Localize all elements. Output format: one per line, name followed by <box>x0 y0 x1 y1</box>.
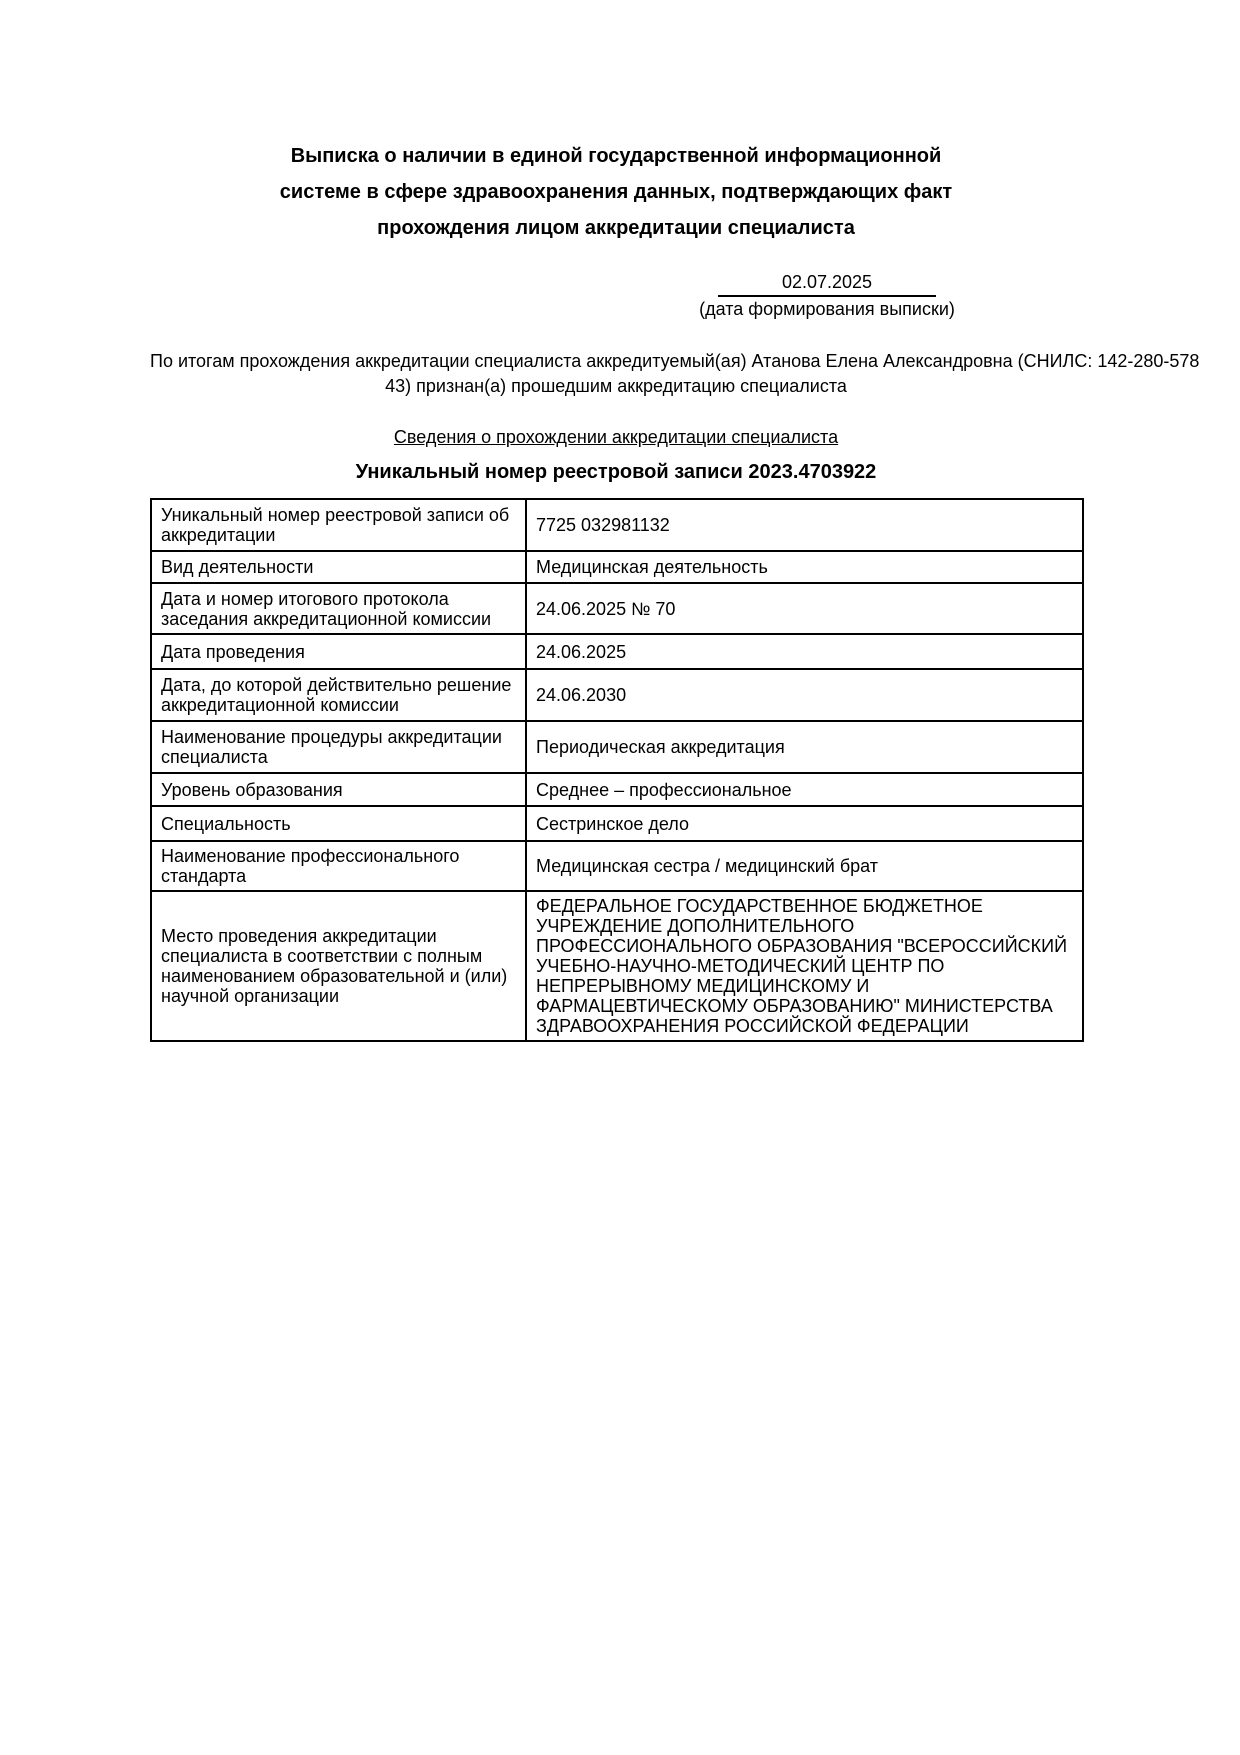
table-row-date-held <box>151 634 1083 669</box>
row-value: Медицинская деятельность <box>526 551 1083 583</box>
intro-paragraph <box>150 349 1200 399</box>
table-row-professional-standard <box>151 841 1083 891</box>
row-value: 24.06.2030 <box>526 669 1083 721</box>
table-row-specialty <box>151 806 1083 841</box>
table-row-venue-organization <box>151 891 1083 1041</box>
row-value: 24.06.2025 <box>526 634 1083 669</box>
row-value: Сестринское дело <box>526 806 1083 841</box>
table-row-valid-until <box>151 669 1083 721</box>
row-label: Дата проведения <box>151 634 526 669</box>
row-value: 24.06.2025 № 70 <box>526 583 1083 634</box>
document-title-line-1: Выписка о наличии в единой государственной информационной <box>290 145 942 167</box>
row-value: Медицинская сестра / медицинский брат <box>526 841 1083 891</box>
table-row-activity-type <box>151 551 1083 583</box>
section-title: Сведения о прохождении аккредитации специалиста <box>393 427 839 447</box>
accreditation-table <box>150 498 1084 1042</box>
table-row-registry-number <box>151 499 1083 551</box>
row-value: 7725 032981132 <box>526 499 1083 551</box>
row-label: Уникальный номер реестровой записи об аккредитации <box>151 499 526 551</box>
extract-date: 02.07.2025 <box>718 272 936 297</box>
intro-line-2: 43) признан(а) прошедшим аккредитацию специалиста <box>385 376 847 396</box>
record-title: Уникальный номер реестровой записи 2023.4703922 <box>355 461 877 483</box>
intro-line-1: По итогам прохождения аккредитации специалиста аккредитуемый(ая) Атанова Елена Александровна (СНИЛС: 142-280-578 <box>150 351 1200 371</box>
extract-date-caption: (дата формирования выписки) <box>699 299 955 319</box>
row-label: Наименование процедуры аккредитации специалиста <box>151 721 526 773</box>
document-title-line-2: системе в сфере здравоохранения данных, подтверждающих факт <box>279 181 953 203</box>
row-label: Вид деятельности <box>151 551 526 583</box>
row-value: Среднее – профессиональное <box>526 773 1083 806</box>
document-title <box>150 138 1082 246</box>
row-value: ФЕДЕРАЛЬНОЕ ГОСУДАРСТВЕННОЕ БЮДЖЕТНОЕ УЧРЕЖДЕНИЕ ДОПОЛНИТЕЛЬНОГО ПРОФЕССИОНАЛЬНОГО ОБРАЗОВАНИЯ "ВСЕРОССИЙСКИЙ УЧЕБНО-НАУЧНО-МЕТОДИЧЕСКИЙ ЦЕНТР ПО НЕПРЕРЫВНОМУ МЕДИЦИНСКОМУ И ФАРМАЦЕВТИЧЕСКОМУ ОБРАЗОВАНИЮ" МИНИСТЕРСТВА ЗДРАВООХРАНЕНИЯ РОССИЙСКОЙ ФЕДЕРАЦИИ <box>526 891 1083 1041</box>
table-row-procedure-name <box>151 721 1083 773</box>
row-label: Дата, до которой действительно решение аккредитационной комиссии <box>151 669 526 721</box>
table-row-protocol <box>151 583 1083 634</box>
extract-date-block <box>697 272 957 320</box>
row-label: Дата и номер итогового протокола заседания аккредитационной комиссии <box>151 583 526 634</box>
row-label: Наименование профессионального стандарта <box>151 841 526 891</box>
row-label: Уровень образования <box>151 773 526 806</box>
row-label: Место проведения аккредитации специалиста в соответствии с полным наименованием образовательной и (или) научной организации <box>151 891 526 1041</box>
row-label: Специальность <box>151 806 526 841</box>
row-value: Периодическая аккредитация <box>526 721 1083 773</box>
document-title-line-3: прохождения лицом аккредитации специалиста <box>377 217 855 239</box>
table-row-education-level <box>151 773 1083 806</box>
